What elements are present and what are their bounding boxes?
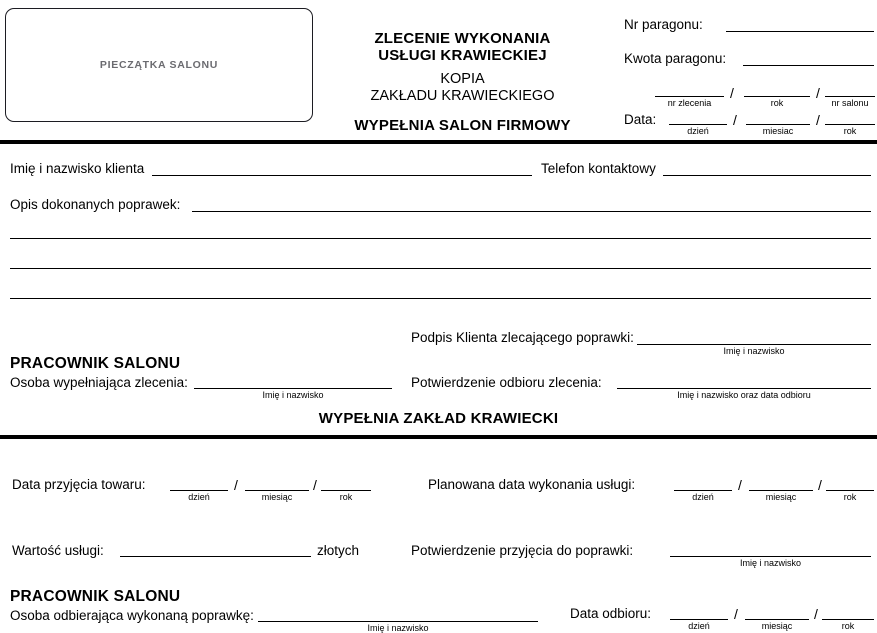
planned-date-label: Planowana data wykonania usługi: xyxy=(428,477,636,492)
salon-employee-heading-top: PRACOWNIK SALONU xyxy=(10,355,181,372)
receipt-number-label: Nr paragonu: xyxy=(624,17,703,32)
collector-hint: Imię i nazwisko xyxy=(367,623,429,633)
description-field-line-2[interactable] xyxy=(10,238,871,239)
collector-label: Osoba odbierająca wykonaną poprawkę: xyxy=(10,608,254,623)
order-year-hint: rok xyxy=(770,98,784,108)
description-field-line-3[interactable] xyxy=(10,268,871,269)
planned-date-month-hint: miesiąc xyxy=(765,492,797,502)
description-field-line-4[interactable] xyxy=(10,298,871,299)
salon-number-hint: nr salonu xyxy=(831,98,869,108)
acceptance-label: Potwierdzenie przyjęcia do poprawki: xyxy=(411,543,634,558)
form-title-line2: USŁUGI KRAWIECKIEJ xyxy=(378,47,547,64)
salon-stamp-box[interactable] xyxy=(5,8,313,122)
salon-stamp-label: PIECZĄTKA SALONU xyxy=(99,59,219,71)
goods-received-day-hint: dzień xyxy=(188,492,210,502)
receipt-amount-field[interactable] xyxy=(743,65,874,66)
form-title-line1: ZLECENIE WYKONANIA xyxy=(374,30,551,47)
description-field-line-1[interactable] xyxy=(192,211,871,212)
client-name-field[interactable] xyxy=(152,175,532,176)
planned-date-year-hint: rok xyxy=(843,492,857,502)
pickup-date-year-hint: rok xyxy=(841,621,855,631)
client-signature-label: Podpis Klienta zlecającego poprawki: xyxy=(411,330,634,345)
goods-received-year-hint: rok xyxy=(339,492,353,502)
goods-received-separator-1: / xyxy=(234,477,238,493)
section-divider-workshop xyxy=(0,435,877,439)
goods-received-month-hint: miesiąc xyxy=(261,492,293,502)
receipt-amount-label: Kwota paragonu: xyxy=(624,51,727,66)
pickup-date-day-hint: dzień xyxy=(688,621,710,631)
pickup-date-separator-2: / xyxy=(814,606,818,622)
copy-type-line1: KOPIA xyxy=(440,71,485,87)
planned-date-day-hint: dzień xyxy=(692,492,714,502)
planned-date-separator-1: / xyxy=(738,477,742,493)
client-phone-label: Telefon kontaktowy xyxy=(541,161,656,176)
acceptance-hint: Imię i nazwisko xyxy=(739,558,802,568)
service-value-field[interactable] xyxy=(120,556,311,557)
copy-type-line2: ZAKŁADU KRAWIECKIEGO xyxy=(370,88,555,104)
client-name-label: Imię i nazwisko klienta xyxy=(10,161,145,176)
service-value-label: Wartość usługi: xyxy=(12,543,104,558)
pickup-date-label: Data odbioru: xyxy=(570,606,652,621)
client-phone-field[interactable] xyxy=(663,175,871,176)
section-divider-top xyxy=(0,140,877,144)
receipt-date-label: Data: xyxy=(624,112,657,127)
client-signature-hint: Imię i nazwisko xyxy=(723,346,785,356)
order-receipt-label: Potwierdzenie odbioru zlecenia: xyxy=(411,375,602,390)
filled-by-hint: Imię i nazwisko xyxy=(262,390,324,400)
order-number-hint: nr zlecenia xyxy=(667,98,712,108)
pickup-date-month-hint: miesiąc xyxy=(761,621,793,631)
planned-date-separator-2: / xyxy=(818,477,822,493)
receipt-date-year-hint: rok xyxy=(843,126,857,136)
band-salon-section: WYPEŁNIA SALON FIRMOWY xyxy=(354,117,571,134)
salon-employee-heading-bottom: PRACOWNIK SALONU xyxy=(10,588,181,605)
receipt-date-month-hint: miesiac xyxy=(762,126,794,136)
currency-label: złotych xyxy=(317,543,360,558)
description-label: Opis dokonanych poprawek: xyxy=(10,197,181,212)
filled-by-label: Osoba wypełniająca zlecenia: xyxy=(10,375,188,390)
order-receipt-hint: Imię i nazwisko oraz data odbioru xyxy=(677,390,811,400)
band-workshop-section: WYPEŁNIA ZAKŁAD KRAWIECKI xyxy=(318,410,559,427)
receipt-number-field[interactable] xyxy=(726,31,874,32)
receipt-date-separator-2: / xyxy=(816,112,820,128)
pickup-date-separator-1: / xyxy=(734,606,738,622)
receipt-date-day-hint: dzień xyxy=(687,126,709,136)
goods-received-separator-2: / xyxy=(313,477,317,493)
order-separator-1: / xyxy=(730,85,734,101)
order-separator-2: / xyxy=(816,85,820,101)
goods-received-label: Data przyjęcia towaru: xyxy=(12,477,146,492)
receipt-date-separator-1: / xyxy=(733,112,737,128)
